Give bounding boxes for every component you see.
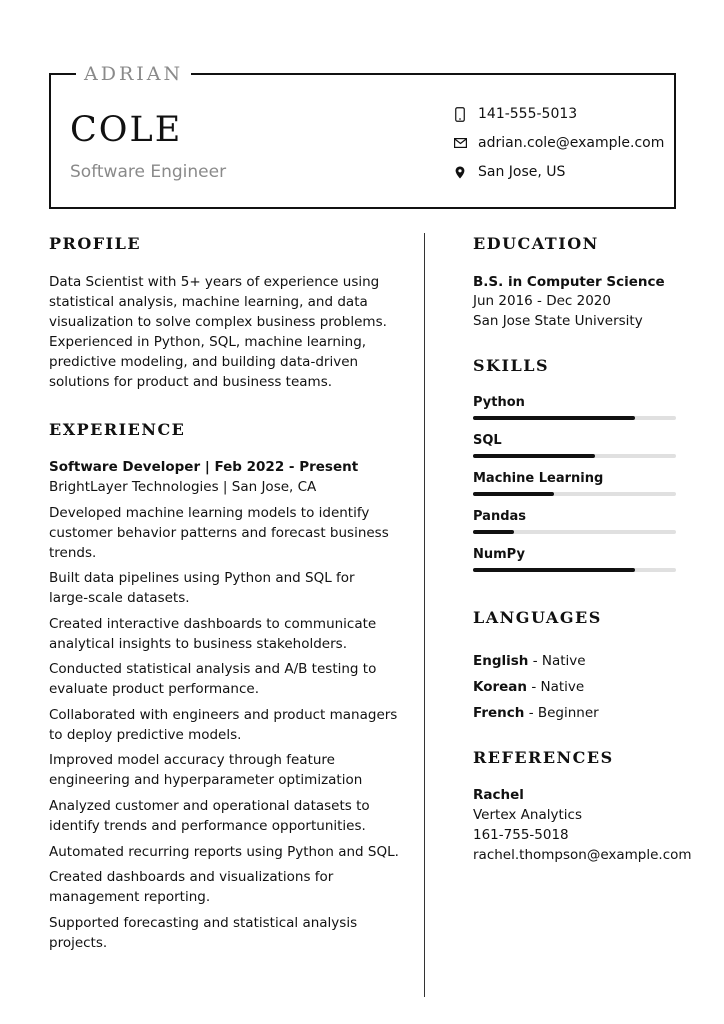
language-level: - Beginner xyxy=(524,705,599,721)
skill-bar xyxy=(473,530,676,534)
school: San Jose State University xyxy=(473,313,643,329)
language-item xyxy=(473,651,586,671)
contact-email xyxy=(452,133,664,153)
skill-bar-fill xyxy=(473,568,635,572)
experience-bullet: Automated recurring reports using Python and SQL. xyxy=(49,844,399,860)
language-item xyxy=(473,677,584,697)
skill-label: Machine Learning xyxy=(473,471,604,486)
phone-text: 141-555-5013 xyxy=(478,106,578,122)
education-dates: Jun 2016 - Dec 2020 xyxy=(473,293,611,309)
skill-label: Python xyxy=(473,395,525,410)
language-name: Korean xyxy=(473,679,528,695)
language-name: English xyxy=(473,653,529,669)
first-name: ADRIAN xyxy=(76,62,191,86)
email-text[interactable]: adrian.cole@example.com xyxy=(478,135,665,151)
reference-company: Vertex Analytics xyxy=(473,807,582,823)
reference-phone: 161-755-5018 xyxy=(473,827,569,843)
mail-icon xyxy=(452,135,468,151)
location-text: San Jose, US xyxy=(478,164,566,180)
skill-bar xyxy=(473,454,676,458)
experience-bullet: Developed machine learning models to identify customer behavior patterns and forecast business trends. xyxy=(49,505,389,561)
profile-heading: PROFILE xyxy=(49,234,142,253)
experience-bullet: Created dashboards and visualizations for management reporting. xyxy=(49,869,334,905)
reference-name: Rachel xyxy=(473,787,524,803)
contact-location xyxy=(452,162,565,182)
language-item xyxy=(473,703,599,723)
education-heading: EDUCATION xyxy=(473,234,599,253)
experience-bullet: Created interactive dashboards to communicate analytical insights to business stakeholders. xyxy=(49,616,377,652)
skill-label: NumPy xyxy=(473,547,525,562)
skill-bar xyxy=(473,568,676,572)
job-company: BrightLayer Technologies | San Jose, CA xyxy=(49,479,317,495)
skill-bar-fill xyxy=(473,454,595,458)
experience-bullet: Collaborated with engineers and product managers to deploy predictive models. xyxy=(49,707,398,743)
skill-bar-fill xyxy=(473,492,554,496)
languages-heading: LANGUAGES xyxy=(473,608,602,627)
references-heading: REFERENCES xyxy=(473,748,614,767)
job-heading: Software Developer | Feb 2022 - Present xyxy=(49,459,359,475)
language-name: French xyxy=(473,705,525,721)
language-level: - Native xyxy=(528,653,586,669)
degree: B.S. in Computer Science xyxy=(473,274,665,290)
skill-label: SQL xyxy=(473,433,502,448)
experience-bullet: Supported forecasting and statistical analysis projects. xyxy=(49,915,358,951)
language-level: - Native xyxy=(527,679,585,695)
experience-heading: EXPERIENCE xyxy=(49,420,186,439)
skill-label: Pandas xyxy=(473,509,527,524)
job-title: Software Engineer xyxy=(70,162,227,182)
skill-bar xyxy=(473,416,676,420)
reference-email[interactable]: rachel.thompson@example.com xyxy=(473,847,692,863)
skill-bar xyxy=(473,492,676,496)
experience-bullet: Improved model accuracy through feature engineering and hyperparameter optimization xyxy=(49,752,363,788)
contact-phone xyxy=(452,104,577,124)
phone-icon xyxy=(452,106,468,122)
last-name: COLE xyxy=(70,110,183,150)
skills-heading: SKILLS xyxy=(473,356,549,375)
skill-bar-fill xyxy=(473,530,514,534)
experience-bullet: Conducted statistical analysis and A/B testing to evaluate product performance. xyxy=(49,661,377,697)
profile-text: Data Scientist with 5+ years of experience using statistical analysis, machine learning, and data visualization to solve complex business problems. Experienced in Python, SQL, machine learning, predictive modeling, and building data-driven solutions for product and business teams. xyxy=(49,274,387,390)
location-pin-icon xyxy=(452,164,468,180)
skill-bar-fill xyxy=(473,416,635,420)
experience-bullet: Built data pipelines using Python and SQL for large-scale datasets. xyxy=(49,570,355,606)
experience-bullet: Analyzed customer and operational datasets to identify trends and performance opportunities. xyxy=(49,798,370,834)
column-divider xyxy=(424,233,425,997)
